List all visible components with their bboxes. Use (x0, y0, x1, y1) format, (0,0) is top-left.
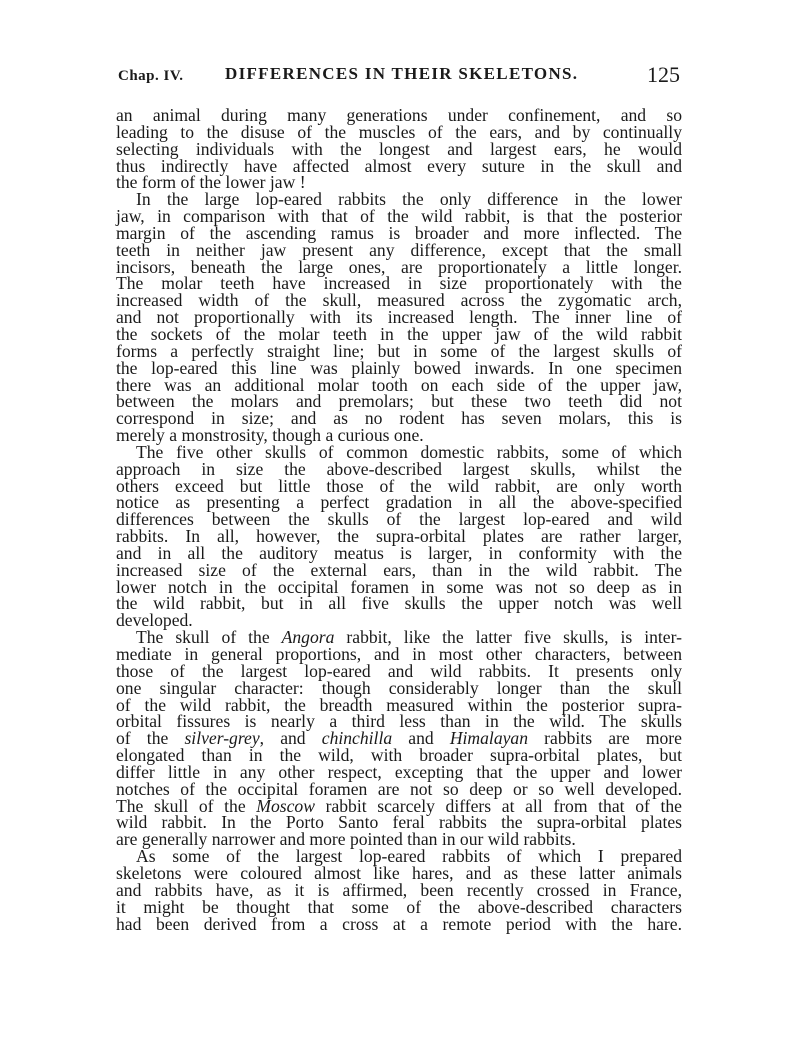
text-line: it might be thought that some of the above-described characters (116, 896, 682, 917)
text-line: elongated than in the wild, with broader supra-orbital plates, but (116, 745, 682, 766)
chapter-label: Chap. IV. (118, 68, 184, 84)
text-line: mediate in general proportions, and in most other characters, between (116, 644, 682, 664)
text-line: skeletons were coloured almost like hares, and as these latter animals (116, 862, 682, 883)
text-line: merely a monstrosity, though a curious one. (116, 425, 424, 446)
text-line: forms a perfectly straight line; but in some of the largest skulls of (116, 340, 682, 361)
running-head (116, 62, 680, 96)
text-line: the lop-eared this line was plainly bowed inwards. In one specimen (116, 357, 682, 378)
text-line: incisors, beneath the large ones, are proportionately a little longer. (116, 256, 682, 277)
text-line: notice as presenting a perfect gradation in all the above-specified (116, 492, 682, 513)
text-line: and rabbits have, as it is affirmed, been recently crossed in France, (116, 879, 682, 900)
text-line: of the wild rabbit, the breadth measured within the posterior supra- (116, 694, 682, 715)
text-line: In the large lop-eared rabbits the only difference in the lower (136, 189, 682, 210)
page-number: 125 (647, 62, 680, 87)
running-title: DIFFERENCES IN THEIR SKELETONS. (225, 64, 579, 83)
text-line: lower notch in the occipital foramen in some was not so deep as in (116, 576, 682, 597)
text-line-breeds: of the silver-grey, and chinchilla and Himalayan rabbits are more (116, 728, 682, 749)
text-line: increased width of the skull, measured across the zygomatic arch, (116, 290, 682, 311)
text-line: selecting individuals with the longest and largest ears, he would (116, 138, 682, 159)
text-line: correspond in size; and as no rodent has seven molars, this is (116, 408, 682, 429)
paragraph-5 (116, 848, 682, 932)
text-line: are generally narrower and more pointed than in our wild rabbits. (116, 829, 576, 850)
paragraph-3 (116, 441, 682, 631)
text-line: orbital fissures is nearly a third less than in the wild. The skulls (116, 711, 682, 732)
text-line: As some of the largest lop-eared rabbits of which I prepared (136, 846, 682, 867)
text-line: the form of the lower jaw ! (116, 172, 306, 193)
italic-term: Angora (281, 627, 335, 648)
text-line: The five other skulls of common domestic rabbits, some of which (136, 441, 682, 462)
text-line: thus indirectly have affected almost every suture in the skull and (116, 155, 682, 176)
text-line: teeth in neither jaw present any difference, except that the small (116, 239, 682, 260)
italic-term: Moscow (256, 795, 315, 816)
text-line: one singular character: though considerably longer than the skull (116, 677, 682, 698)
text-line: margin of the ascending ramus is broader and more inflected. The (116, 222, 682, 243)
text-line: differences between the skulls of the largest lop-eared and wild (116, 509, 682, 530)
text-line: and in all the auditory meatus is larger, in conformity with the (116, 542, 682, 563)
text-line-angora: The skull of the Angora rabbit, like the latter five skulls, is inter- (136, 627, 682, 648)
text-line: and not proportionally with its increased length. The inner line of (116, 307, 682, 328)
body-text (116, 107, 682, 932)
text-line: the wild rabbit, but in all five skulls the upper notch was well (116, 593, 682, 614)
italic-term: silver-grey (184, 728, 260, 749)
text-line: notches of the occipital foramen are not so deep or so well developed. (116, 778, 682, 799)
text-line: an animal during many generations under confinement, and so (116, 105, 682, 125)
paragraph-1 (116, 107, 682, 191)
text-line: the sockets of the molar teeth in the upper jaw of the wild rabbit (116, 323, 682, 344)
italic-term: chinchilla (321, 728, 393, 749)
paragraph-2 (116, 191, 682, 444)
text-line: others exceed but little those of the wild rabbit, are only worth (116, 475, 682, 496)
text-line: rabbits. In all, however, the supra-orbital plates are rather larger, (116, 526, 682, 547)
text-line: had been derived from a cross at a remote period with the hare. (116, 913, 682, 934)
text-line: wild rabbit. In the Porto Santo feral rabbits the supra-orbital plates (116, 812, 682, 833)
italic-term: Himalayan (449, 728, 529, 749)
paragraph-4 (116, 629, 682, 848)
text-line: The molar teeth have increased in size proportionately with the (116, 273, 682, 294)
text-line: between the molars and premolars; but these two teeth did not (116, 391, 682, 412)
text-line: differ little in any other respect, excepting that the upper and lower (116, 761, 682, 782)
text-line: leading to the disuse of the muscles of the ears, and by continually (116, 121, 682, 142)
text-line: approach in size the above-described largest skulls, whilst the (116, 458, 682, 479)
text-line: increased size of the external ears, than in the wild rabbit. The (116, 559, 682, 580)
text-line: those of the largest lop-eared and wild rabbits. It presents only (116, 660, 682, 681)
text-line-moscow: The skull of the Moscow rabbit scarcely differs at all from that of the (116, 795, 682, 816)
text-line: there was an additional molar tooth on each side of the upper jaw, (116, 374, 682, 395)
text-line: developed. (116, 610, 193, 631)
text-line: jaw, in comparison with that of the wild rabbit, is that the posterior (116, 206, 682, 227)
